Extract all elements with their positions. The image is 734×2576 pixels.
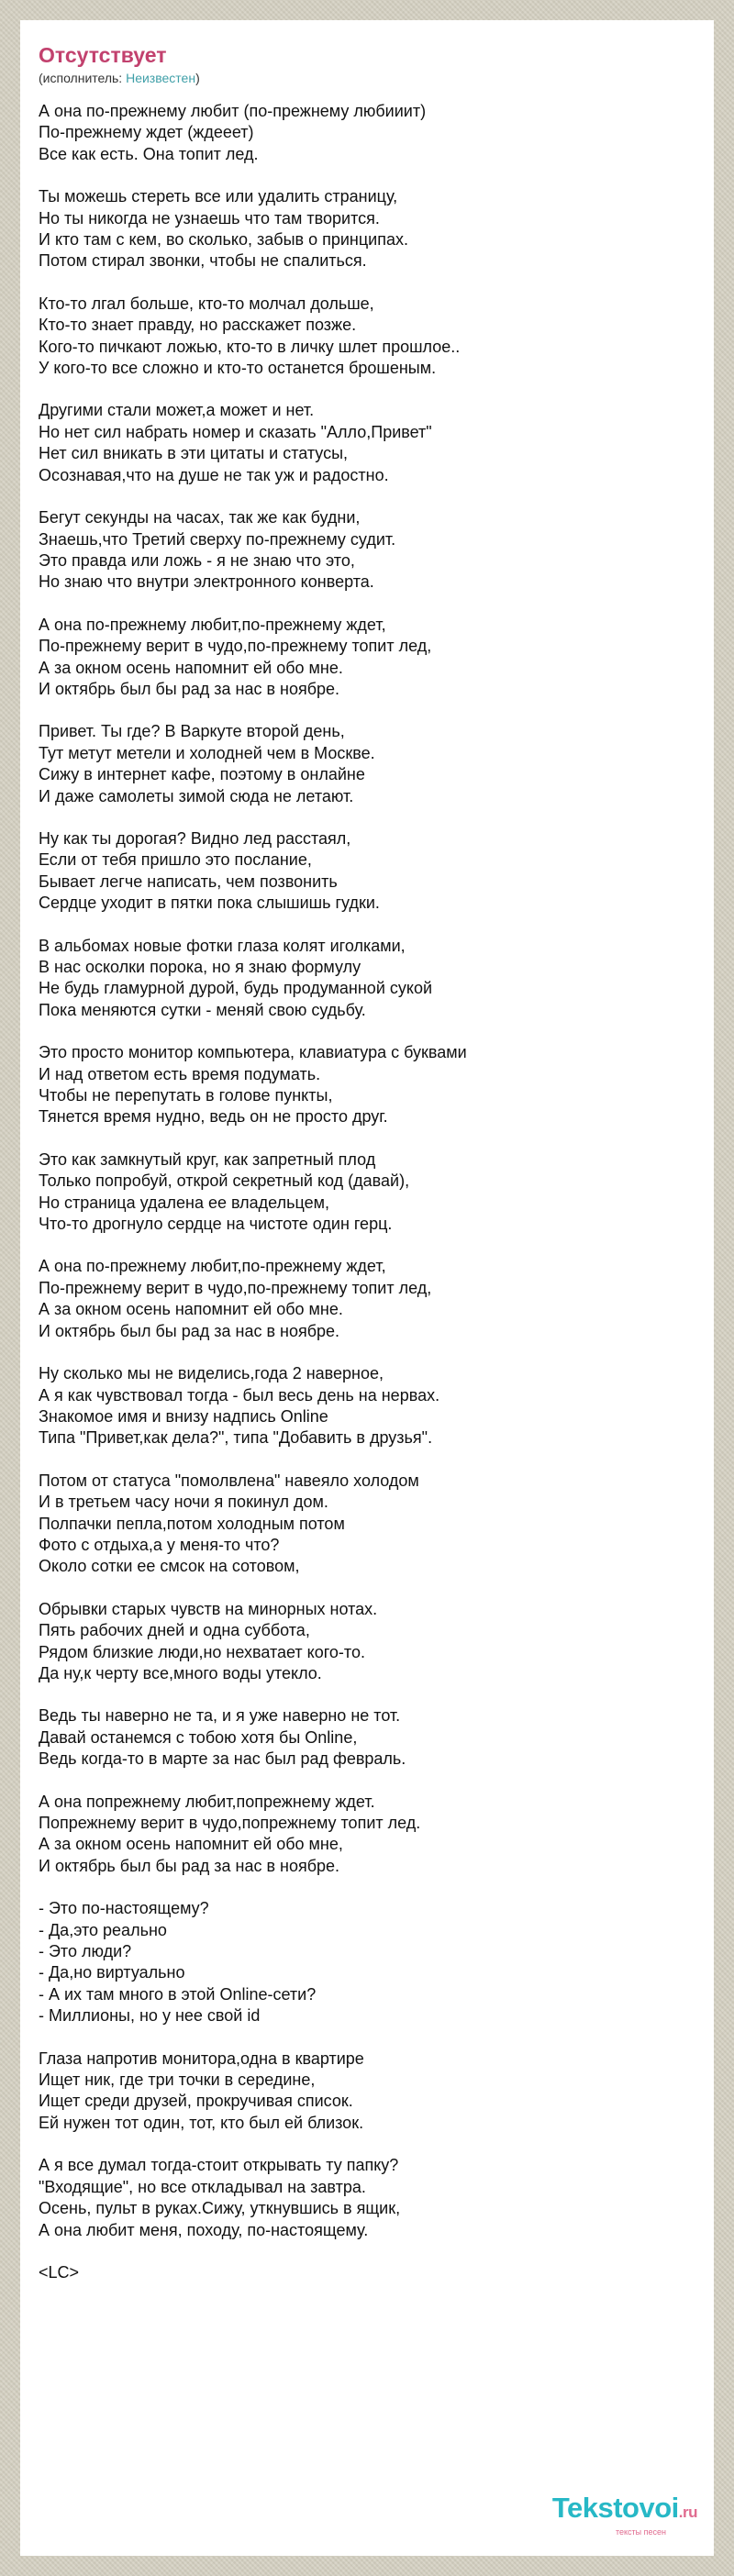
lyrics-stanza [39, 400, 695, 486]
lyrics-stanza [39, 1363, 695, 1449]
lyrics-line: Но ты никогда не узнаешь что там творится. [39, 208, 380, 228]
lyrics-line: Рядом близкие люди,но нехватает кого-то. [39, 1642, 365, 1661]
lyrics-line: У кого-то все сложно и кто-то останется брошеным. [39, 359, 437, 378]
lyrics-line: А она попрежнему любит,попрежнему ждет. [39, 1792, 375, 1811]
lyrics-line: Знаешь,что Третий сверху по-прежнему судит. [39, 529, 396, 549]
lyrics-stanza [39, 1256, 695, 1342]
content-sheet [20, 20, 714, 2556]
lyrics-line: А за окном осень напомнит ей обо мне. [39, 1300, 343, 1319]
lyrics-line: Осень, пульт в руках.Сижу, уткнувшись в ящик, [39, 2199, 401, 2218]
lyrics-line: И над ответом есть время подумать. [39, 1064, 321, 1083]
lyrics-line: Другими стали может,а может и нет. [39, 401, 315, 420]
lyrics-stanza [39, 1705, 695, 1770]
lyrics-stanza [39, 1792, 695, 1878]
lyrics-line: А за окном осень напомнит ей обо мне, [39, 1835, 343, 1854]
site-logo[interactable] [552, 2493, 697, 2537]
lyrics-line: Все как есть. Она топит лед. [39, 144, 259, 163]
lyrics-line: А за окном осень напомнит ей обо мне. [39, 658, 343, 677]
lyrics-line: Кто-то лгал больше, кто-то молчал дольше, [39, 294, 374, 313]
lyrics-line: Бывает легче написать, чем позвонить [39, 872, 338, 891]
lyrics-line: По-прежнему верит в чудо,по-прежнему топит лед, [39, 637, 432, 656]
lyrics-line: - Это люди? [39, 1942, 132, 1961]
lyrics-line: Ищет среди друзей, прокручивая список. [39, 2092, 353, 2111]
lyrics-line: Тут метут метели и холодней чем в Москве. [39, 743, 375, 762]
lyrics-line: Обрывки старых чувств на минорных нотах. [39, 1599, 378, 1618]
logo-wordmark [552, 2493, 697, 2527]
lyrics-line: - Это по-настоящему? [39, 1899, 209, 1918]
lyrics-line: Ей нужен тот один, тот, кто был ей близок. [39, 2113, 364, 2132]
lyrics-line: Но страница удалена ее владельцем, [39, 1193, 329, 1212]
lyrics-line: - А их там много в этой Online-сети? [39, 1984, 317, 2004]
lyrics-stanza [39, 828, 695, 915]
lyrics-line: И октябрь был бы рад за нас в ноябре. [39, 1856, 340, 1875]
lyrics-line: Бегут секунды на часах, так же как будни, [39, 508, 361, 527]
logo-text: Tekstovoi [551, 2492, 679, 2524]
lyrics-line: Кто-то знает правду, но расскажет позже. [39, 316, 357, 335]
lyrics-line: И октябрь был бы рад за нас в ноябре. [39, 679, 340, 698]
lyrics-line: Потом стирал звонки, чтобы не спалиться. [39, 251, 367, 271]
lyrics-stanza [39, 294, 695, 380]
lyrics-line: Около сотки ее смсок на сотовом, [39, 1557, 300, 1576]
lyrics-stanza [39, 186, 695, 272]
lyrics-stanza [39, 2049, 695, 2135]
lyrics-line: Потом от статуса "помолвлена" навеяло холодом [39, 1471, 419, 1490]
lyrics-stanza [39, 936, 695, 1022]
lyrics-line: Сижу в интернет кафе, поэтому в онлайне [39, 765, 365, 784]
lyrics-line: В альбомах новые фотки глаза колят иголками, [39, 936, 406, 955]
song-title: Отсутствует [39, 43, 167, 67]
lyrics-line: Ну сколько мы не виделись,года 2 наверное, [39, 1364, 384, 1383]
lyrics-text [39, 101, 695, 2241]
lyrics-line: И даже самолеты зимой сюда не летают. [39, 786, 354, 805]
lyrics-stanza [39, 1898, 695, 2026]
lyrics-line: Полпачки пепла,потом холодным потом [39, 1514, 345, 1533]
lyrics-line: Если от тебя пришло это послание, [39, 850, 312, 870]
lyrics-line: Ты можешь стереть все или удалить страницу, [39, 187, 398, 206]
lyrics-line: И октябрь был бы рад за нас в ноябре. [39, 1321, 340, 1340]
lyrics-stanza [39, 101, 695, 165]
lyrics-line: Ну как ты дорогая? Видно лед расстаял, [39, 828, 351, 848]
lyrics-line: Попрежнему верит в чудо,попрежнему топит лед. [39, 1814, 421, 1832]
lyrics-line: А я как чувствовал тогда - был весь день на нервах. [39, 1385, 440, 1405]
lyrics-line: По-прежнему верит в чудо,по-прежнему топит лед, [39, 1278, 432, 1297]
lyrics-line: Осознавая,что на душе не так уж и радостно. [39, 465, 389, 484]
lyrics-line: Привет. Ты где? В Варкуте второй день, [39, 722, 345, 741]
artist-prefix: (исполнитель: [39, 71, 127, 85]
lyrics-line: Фото с отдыха,а у меня-то что? [39, 1535, 280, 1554]
lyrics-signature: <LC> [39, 2262, 80, 2282]
lyrics-line: "Входящие", но все откладывал на завтра. [39, 2177, 366, 2196]
lyrics-line: Глаза напротив монитора,одна в квартире [39, 2049, 364, 2068]
lyrics-line: Кого-то пичкают ложью, кто-то в личку шлет прошлое.. [39, 337, 461, 356]
lyrics-stanza [39, 2155, 695, 2241]
lyrics-line: - Да,но виртуально [39, 1963, 185, 1982]
logo-tagline: тексты песен [615, 2527, 666, 2537]
lyrics-line: Тянется время нудно, ведь он не просто друг. [39, 1107, 388, 1127]
lyrics-line: Это просто монитор компьютера, клавиатура с буквами [39, 1043, 467, 1062]
lyrics-line: - Миллионы, но у нее свой id [39, 2006, 261, 2026]
lyrics-line: Пять рабочих дней и одна суббота, [39, 1621, 310, 1640]
lyrics-line: Что-то дрогнуло сердце на чистоте один герц. [39, 1215, 393, 1234]
lyrics-stanza [39, 1599, 695, 1685]
lyrics-line: И в третьем часу ночи я покинул дом. [39, 1493, 328, 1512]
lyrics-line: - Да,это реально [39, 1920, 167, 1939]
lyrics-line: Только попробуй, открой секретный код (давай), [39, 1171, 410, 1191]
lyrics-line: А я все думал тогда-стоит открывать ту папку? [39, 2156, 399, 2175]
lyrics-line: Знакомое имя и внизу надпись Online [39, 1406, 328, 1426]
lyrics-line: Нет сил вникать в эти цитаты и статусы, [39, 444, 349, 463]
lyrics-stanza [39, 1042, 695, 1128]
lyrics-stanza [39, 1471, 695, 1578]
logo-tld: .ru [678, 2504, 697, 2521]
lyrics-line: Но нет сил набрать номер и сказать "Алло,Привет" [39, 422, 432, 441]
lyrics-line: Ведь ты наверно не та, и я уже наверно не тот. [39, 1706, 401, 1726]
lyrics-line: Пока меняются сутки - меняй свою судьбу. [39, 1000, 366, 1019]
lyrics-line: Давай останемся с тобою хотя бы Online, [39, 1727, 358, 1747]
lyrics-stanza [39, 1149, 695, 1236]
artist-link[interactable]: Неизвестен [126, 71, 196, 85]
lyrics-stanza [39, 615, 695, 701]
lyrics-line: И кто там с кем, во сколько, забыв о принципах. [39, 230, 408, 250]
lyrics-line: А она по-прежнему любит,по-прежнему ждет, [39, 615, 386, 634]
lyrics-line: Это правда или ложь - я не знаю что это, [39, 550, 355, 570]
lyrics-stanza [39, 507, 695, 594]
lyrics-line: Да ну,к черту все,много воды утекло. [39, 1663, 322, 1682]
lyrics-line: Чтобы не перепутать в голове пункты, [39, 1086, 333, 1105]
lyrics-line: А она любит меня, походу, по-настоящему. [39, 2220, 369, 2239]
lyrics-line: Сердце уходит в пятки пока слышишь гудки. [39, 894, 380, 913]
lyrics-line: Типа "Привет,как дела?", типа "Добавить в друзья". [39, 1428, 433, 1448]
lyrics-line: Но знаю что внутри электронного конверта. [39, 572, 374, 592]
lyrics-line: В нас осколки порока, но я знаю формулу [39, 958, 361, 976]
lyrics-line: А она по-прежнему любит (по-прежнему любииит) [39, 102, 427, 120]
lyrics-line: По-прежнему ждет (ждееет) [39, 123, 254, 142]
lyrics-line: А она по-прежнему любит,по-прежнему ждет, [39, 1257, 386, 1276]
lyrics-line: Ведь когда-то в марте за нас был рад февраль. [39, 1749, 406, 1769]
lyrics-line: Не будь гламурной дурой, будь продуманной сукой [39, 979, 433, 998]
lyrics-line: Ищет ник, где три точки в середине, [39, 2071, 316, 2090]
lyrics-line: Это как замкнутый круг, как запретный плод [39, 1149, 376, 1169]
artist-suffix: ) [195, 71, 200, 85]
artist-line [39, 70, 695, 86]
lyrics-stanza [39, 721, 695, 807]
